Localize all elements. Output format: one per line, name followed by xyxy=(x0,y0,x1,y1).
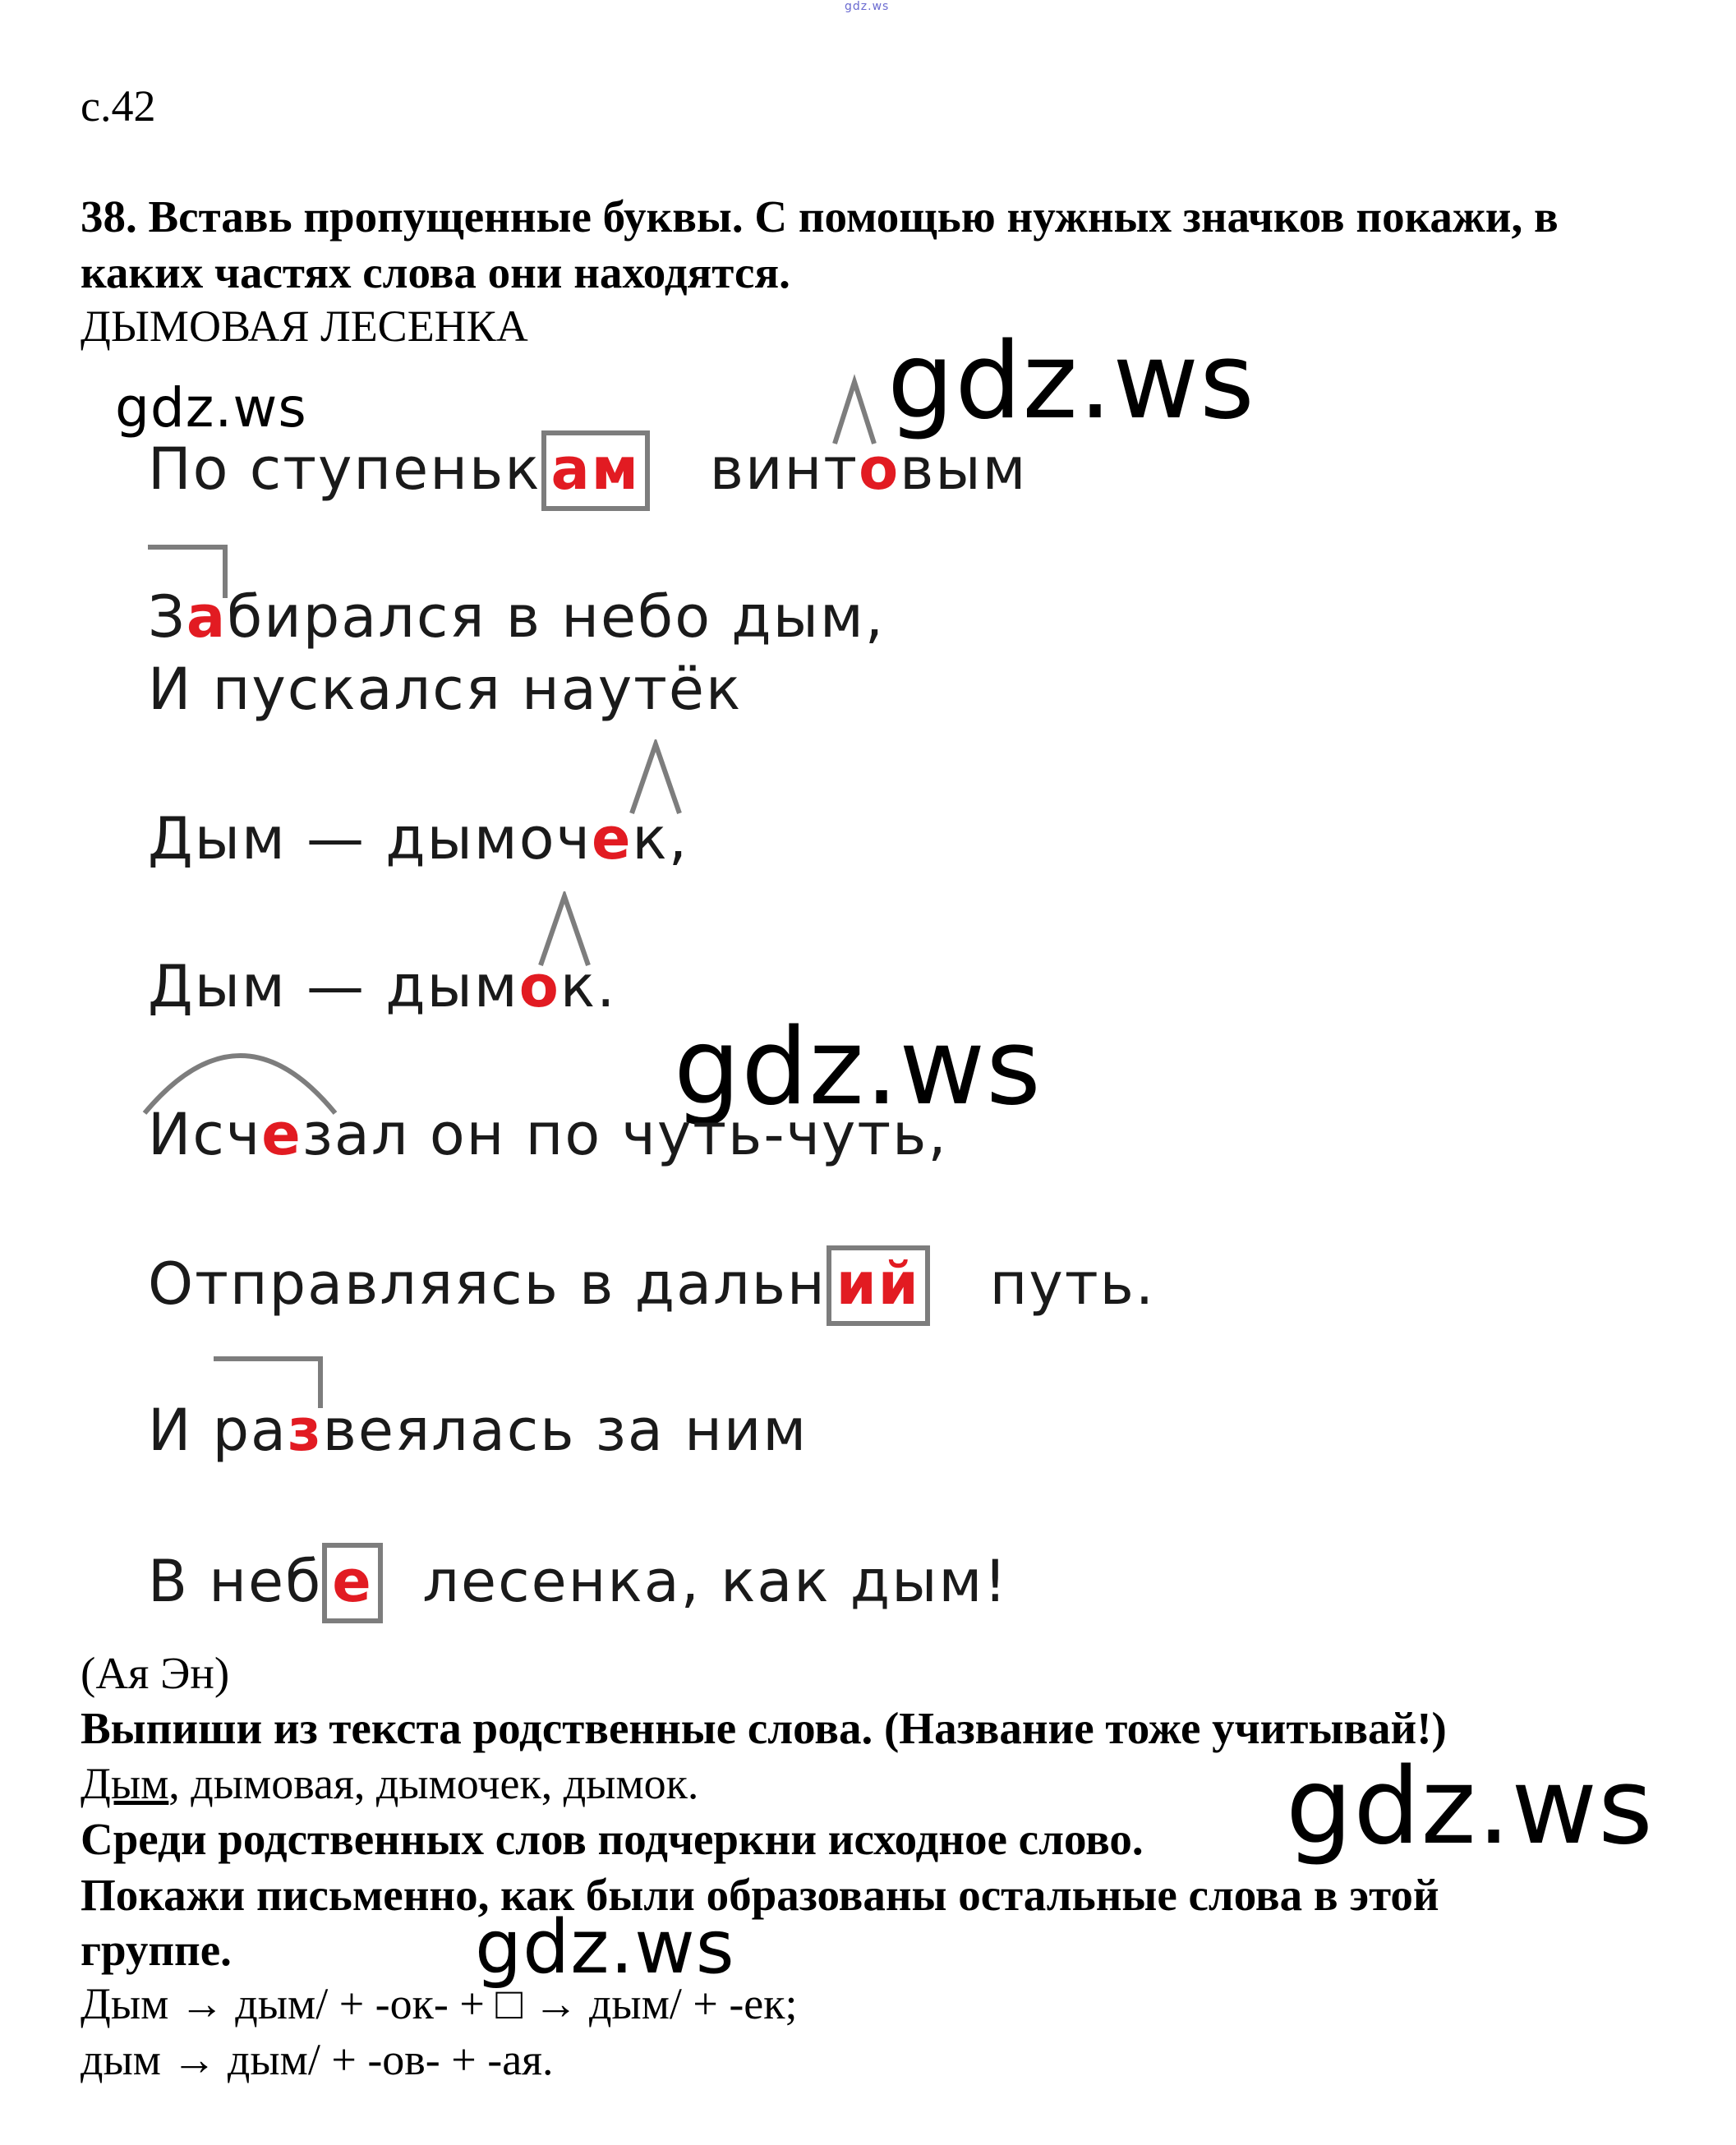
answer-1 xyxy=(81,1758,698,1809)
poem-line-3 xyxy=(148,656,742,723)
inserted-letter: о xyxy=(859,435,900,503)
poem-text: к, xyxy=(632,805,688,872)
watermark-1: gdz.ws xyxy=(115,376,307,440)
poem-line-6 xyxy=(148,1101,948,1168)
task-text-line2: каких частях слова они находятся. xyxy=(81,247,790,297)
poem-text: лесенка, как дым! xyxy=(422,1548,1009,1615)
poem-text: вым xyxy=(900,435,1028,503)
poem-line-1 xyxy=(148,435,1028,503)
poem-text: Исч xyxy=(148,1101,262,1168)
inserted-letter: о xyxy=(518,953,560,1020)
watermark-4: gdz.ws xyxy=(1286,1746,1654,1868)
inserted-letter: е xyxy=(261,1101,302,1168)
task-text-line1: 38. Вставь пропущенные буквы. С помощью нужных значков покажи, в xyxy=(81,191,1559,242)
question-1: Выпиши из текста родственные слова. (Название тоже учитывай!) xyxy=(81,1703,1447,1753)
inserted-letter: з xyxy=(287,1397,323,1464)
ending-box xyxy=(827,1245,930,1326)
poem-line-9 xyxy=(148,1548,1008,1615)
poem-text: к. xyxy=(559,953,617,1020)
inserted-letter: е xyxy=(332,1548,373,1615)
poem-title: ДЫМОВАЯ ЛЕСЕНКА xyxy=(81,301,528,351)
question-2: Среди родственных слов подчеркни исходное слово. xyxy=(81,1814,1144,1864)
poem-text: З xyxy=(148,583,186,651)
poem-text: И пускался наутёк xyxy=(148,656,743,723)
question-3-line2: группе. xyxy=(81,1925,232,1975)
poem-text: И ра xyxy=(148,1397,288,1464)
inserted-letter: е xyxy=(591,805,633,872)
poem-text: зал он по чуть-чуть, xyxy=(302,1101,948,1168)
inserted-letters: ам xyxy=(550,435,640,503)
poem-line-8 xyxy=(148,1397,808,1464)
poem-text: По ступеньк xyxy=(148,435,541,503)
poem-line-4 xyxy=(148,805,688,872)
poem-line-2 xyxy=(148,583,885,651)
top-watermark: gdz.ws xyxy=(845,0,890,13)
poem-text: путь. xyxy=(989,1250,1156,1318)
watermark-5: gdz.ws xyxy=(475,1904,735,1991)
ending-box xyxy=(322,1543,382,1623)
inserted-letter: а xyxy=(186,583,228,651)
poem-text: бирался в небо дым, xyxy=(227,583,886,651)
ending-box xyxy=(541,430,650,511)
poem-text: Дым — дымоч xyxy=(148,805,592,872)
answer-1-rest: , дымовая, дымочек, дымок. xyxy=(168,1759,699,1808)
poem-text: винт xyxy=(709,435,859,503)
question-3-line1: Покажи письменно, как были образованы остальные слова в этой xyxy=(81,1870,1439,1920)
poem-line-5 xyxy=(148,953,616,1020)
poem-text: Дым — дым xyxy=(148,953,519,1020)
poem-line-7 xyxy=(148,1250,1155,1318)
poem-author: (Ая Эн) xyxy=(81,1648,230,1698)
answer-3-line2: дым → дым/ + -ов- + -ая. xyxy=(81,2035,554,2084)
page-label: с.42 xyxy=(81,81,156,131)
base-word: Дым xyxy=(81,1759,169,1808)
poem-text: Отправляясь в дальн xyxy=(148,1250,827,1318)
suffix-mark-icon xyxy=(830,374,879,448)
watermark-2: gdz.ws xyxy=(887,320,1255,443)
watermark-3: gdz.ws xyxy=(674,1006,1042,1129)
poem-text: веялась за ним xyxy=(322,1397,808,1464)
answer-3-line1: Дым → дым/ + -ок- + □ → дым/ + -ек; xyxy=(81,1979,798,2028)
inserted-letters: ий xyxy=(836,1250,920,1318)
poem-text: В неб xyxy=(148,1548,323,1615)
